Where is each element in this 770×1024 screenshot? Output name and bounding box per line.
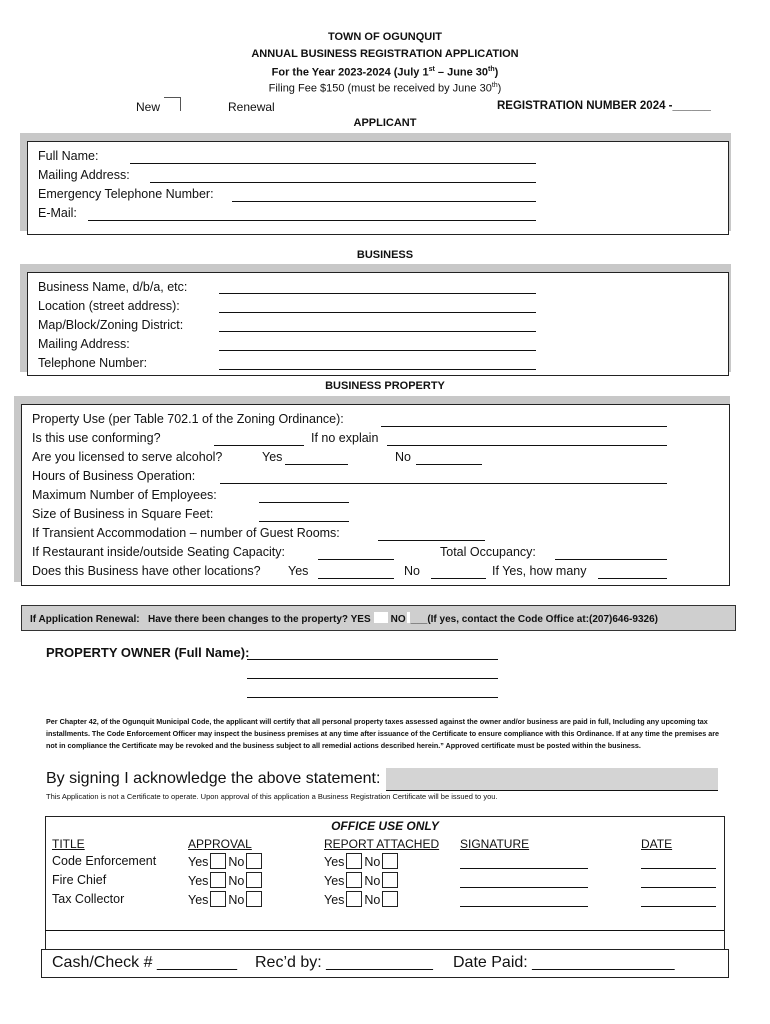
property-use-field[interactable] (381, 426, 667, 427)
acknowledge-label: By signing I acknowledge the above statement: (46, 770, 381, 787)
signature-line-2[interactable] (460, 887, 588, 888)
if-no-explain-label: If no explain (311, 431, 379, 445)
guest-rooms-field[interactable] (378, 540, 485, 541)
renewal-prefix: If Application Renewal: (30, 614, 140, 625)
row-code-enforcement: Code Enforcement (52, 854, 157, 868)
business-phone-label: Telephone Number: (38, 356, 148, 370)
form-year: For the Year 2023-2024 (July 1st – June 30th) (271, 66, 499, 79)
date-line-2[interactable] (641, 887, 716, 888)
business-mailing-label: Mailing Address: (38, 337, 130, 351)
approval-yes-checkbox[interactable] (210, 872, 226, 888)
business-name-field[interactable] (219, 293, 536, 294)
full-name-label: Full Name: (38, 149, 99, 163)
other-locations-no-field[interactable] (431, 578, 486, 579)
business-name-label: Business Name, d/b/a, etc: (38, 280, 188, 294)
location-label: Location (street address): (38, 299, 180, 313)
full-name-field[interactable] (130, 163, 536, 164)
business-mailing-field[interactable] (219, 350, 536, 351)
approval-no-checkbox[interactable] (246, 872, 262, 888)
applicant-heading: APPLICANT (353, 117, 417, 129)
other-locations-yes-label: Yes (288, 564, 309, 578)
explain-field[interactable] (387, 445, 667, 446)
size-field[interactable] (259, 521, 349, 522)
business-property-heading: BUSINESS PROPERTY (325, 380, 445, 392)
col-signature: SIGNATURE (460, 837, 530, 851)
not-certificate-note: This Application is not a Certificate to operate. Upon approval of this application a Business Registration Certificate will be issued to you. (46, 792, 498, 801)
office-use-heading: OFFICE USE ONLY (331, 819, 439, 833)
renewal-contact: ___(If yes, contact the Code Office at:(207)646-9326) (410, 614, 658, 625)
property-owner-label: PROPERTY OWNER (Full Name): (46, 645, 250, 660)
approval-yes-checkbox[interactable] (210, 891, 226, 907)
owner-line-3[interactable] (247, 697, 498, 698)
report-row-2: Yes No (324, 872, 400, 888)
other-locations-yes-field[interactable] (318, 578, 394, 579)
approval-row-1: Yes No (188, 853, 264, 869)
renewal-no-box[interactable] (407, 612, 410, 623)
location-field[interactable] (219, 312, 536, 313)
cash-check-field[interactable]: Cash/Check # _________ (52, 954, 238, 971)
employees-field[interactable] (259, 502, 349, 503)
seating-label: If Restaurant inside/outside Seating Capacity: (32, 545, 285, 559)
office-divider (45, 930, 724, 931)
col-report: REPORT ATTACHED (324, 837, 440, 851)
report-row-3: Yes No (324, 891, 400, 907)
email-field[interactable] (88, 220, 536, 221)
hours-label: Hours of Business Operation: (32, 469, 196, 483)
col-title: TITLE (52, 837, 85, 851)
town-name: TOWN OF OGUNQUIT (327, 31, 443, 43)
alcohol-no-label: No (395, 450, 411, 464)
seating-field[interactable] (318, 559, 394, 560)
hours-field[interactable] (220, 483, 667, 484)
approval-no-checkbox[interactable] (246, 891, 262, 907)
renewal-changes-bar (21, 605, 736, 631)
certification-paragraph: Per Chapter 42, of the Ogunquit Municipal Code, the applicant will certify that all personal property taxes assessed against the owner and/or business are paid in full, Including any upcoming tax installments. The Code Enforcement Officer may inspect the business premises at any time after issuance of the Certificate to ensure compliance with this Ordinance. If at any time the premises are not in compliance the Certificate may be revoked and the business subject to all remedial actions described herein.” Approved certificate must be posted within the business. (46, 717, 720, 751)
map-block-field[interactable] (219, 331, 536, 332)
signature-field[interactable] (386, 768, 718, 791)
approval-row-2: Yes No (188, 872, 264, 888)
emergency-phone-label: Emergency Telephone Number: (38, 187, 214, 201)
row-fire-chief: Fire Chief (52, 873, 107, 887)
other-locations-no-label: No (404, 564, 420, 578)
owner-line-2[interactable] (247, 678, 498, 679)
email-label: E-Mail: (38, 206, 77, 220)
col-approval: APPROVAL (188, 837, 252, 851)
alcohol-no-field[interactable] (416, 464, 482, 465)
renewal-no-label: NO (390, 614, 406, 625)
row-tax-collector: Tax Collector (52, 892, 125, 906)
conforming-label: Is this use conforming? (32, 431, 161, 445)
how-many-label: If Yes, how many (492, 564, 587, 578)
report-yes-checkbox[interactable] (346, 853, 362, 869)
occupancy-label: Total Occupancy: (440, 545, 536, 559)
registration-number[interactable]: REGISTRATION NUMBER 2024 -______ (497, 100, 711, 112)
business-heading: BUSINESS (356, 249, 414, 261)
report-yes-checkbox[interactable] (346, 872, 362, 888)
approval-yes-checkbox[interactable] (210, 853, 226, 869)
report-row-1: Yes No (324, 853, 400, 869)
other-locations-label: Does this Business have other locations? (32, 564, 261, 578)
date-line-1[interactable] (641, 868, 716, 869)
date-paid-field[interactable]: Date Paid: ________________ (453, 954, 675, 971)
received-by-field[interactable]: Rec’d by: ____________ (255, 954, 433, 971)
property-use-label: Property Use (per Table 702.1 of the Zoning Ordinance): (32, 412, 344, 426)
occupancy-field[interactable] (555, 559, 667, 560)
col-date: DATE (641, 837, 673, 851)
renewal-yes-box[interactable] (374, 612, 388, 623)
mailing-address-label: Mailing Address: (38, 168, 130, 182)
map-block-label: Map/Block/Zoning District: (38, 318, 184, 332)
new-checkbox[interactable] (164, 97, 181, 111)
date-line-3[interactable] (641, 906, 716, 907)
approval-no-checkbox[interactable] (246, 853, 262, 869)
report-no-checkbox[interactable] (382, 853, 398, 869)
alcohol-yes-field[interactable] (285, 464, 348, 465)
employees-label: Maximum Number of Employees: (32, 488, 217, 502)
report-yes-checkbox[interactable] (346, 891, 362, 907)
conforming-field[interactable] (214, 445, 304, 446)
owner-line-1[interactable] (247, 659, 498, 660)
approval-row-3: Yes No (188, 891, 264, 907)
renewal-label: Renewal (228, 100, 275, 114)
signature-line-3[interactable] (460, 906, 588, 907)
signature-line-1[interactable] (460, 868, 588, 869)
guest-rooms-label: If Transient Accommodation – number of Guest Rooms: (32, 526, 340, 540)
renewal-question: Have there been changes to the property? YES (147, 614, 371, 625)
emergency-phone-field[interactable] (232, 201, 536, 202)
report-no-checkbox[interactable] (382, 891, 398, 907)
form-title: ANNUAL BUSINESS REGISTRATION APPLICATION (251, 48, 519, 60)
alcohol-label: Are you licensed to serve alcohol? (32, 450, 223, 464)
business-phone-field[interactable] (219, 369, 536, 370)
size-label: Size of Business in Square Feet: (32, 507, 214, 521)
new-label: New (136, 100, 161, 114)
how-many-field[interactable] (598, 578, 667, 579)
mailing-address-field[interactable] (150, 182, 536, 183)
report-no-checkbox[interactable] (382, 872, 398, 888)
filing-fee: Filing Fee $150 (must be received by June 30th) (268, 82, 502, 95)
alcohol-yes-label: Yes (262, 450, 283, 464)
